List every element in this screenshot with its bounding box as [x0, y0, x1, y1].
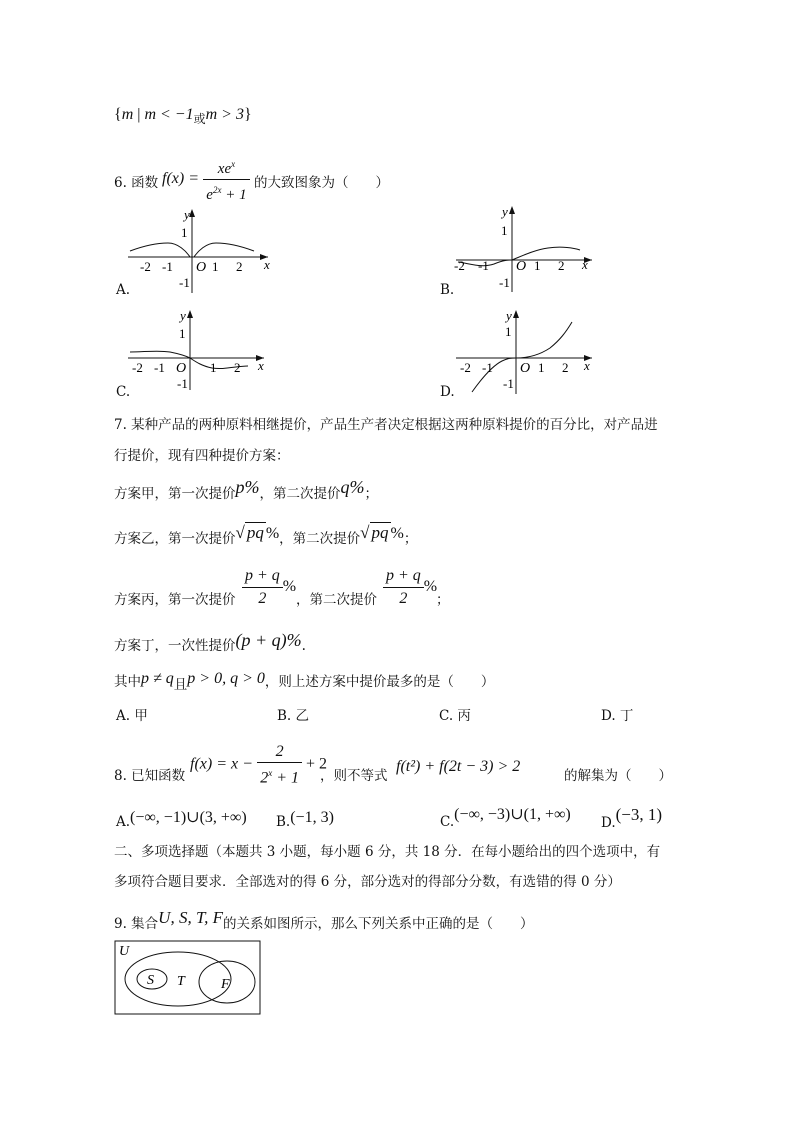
graph-c-tick-xn1: -1 [154, 360, 165, 375]
graph-a-tick-x2: 2 [236, 259, 243, 274]
graph-c-tick-xn2: -2 [132, 360, 143, 375]
q7-stem-line2: 行提价，现有四种提价方案： [114, 448, 290, 464]
q6-number: 6. 函数 [114, 175, 159, 191]
graph-b-tick-xn2: -2 [454, 258, 465, 273]
graph-c-tick-x2: 2 [234, 360, 241, 375]
q7-plan-bing-end: ； [436, 592, 450, 608]
venn-label-u: U [119, 944, 130, 959]
q7-plan-yi: 方案乙，第一次提价√ pq %，第二次提价√ pq %； [114, 523, 418, 547]
q8-choice-a: A.(−∞, −1)∪(3, +∞) [116, 809, 247, 830]
graph-d-x-label: x [584, 358, 590, 373]
graph-c-x-label: x [258, 358, 264, 373]
graph-b-origin: O [516, 259, 527, 274]
graph-c-tick-x1: 1 [210, 360, 217, 375]
graph-d-tick-xn1: -1 [482, 360, 493, 375]
q8-mid: ，则不等式 [320, 768, 388, 784]
q7-choice-b: B. 乙 [277, 708, 310, 724]
graph-a-tick-yn1: -1 [179, 275, 190, 290]
q7-plan-bing-frac1: $\frac{p + q}{2}$ % [242, 565, 296, 610]
graph-c-tick-1: 1 [179, 326, 186, 341]
q8-choice-d: D.(−3, 1) [601, 805, 663, 831]
q6-function: f(x) = $\frac{xe^x}{e^{2x} + 1}$ [162, 154, 250, 205]
graph-a-tick-1: 1 [181, 225, 188, 240]
q9-stem: 9. 集合U, S, T, F的关系如图所示，那么下列关系中正确的是（ ） [114, 908, 534, 932]
graph-d-origin: O [520, 361, 531, 376]
venn-label-t: T [177, 974, 185, 989]
graph-b-tick-yn1: -1 [499, 275, 510, 290]
graph-d-y-label: y [506, 308, 512, 323]
section2-heading-line2: 多项符合题目要求．全部选对的得 6 分，部分选对的得部分分数，有选错的得 0 分） [114, 874, 621, 890]
graph-b-tick-x1: 1 [534, 258, 541, 273]
section2-heading-line1: 二、多项选择题（本题共 3 小题，每小题 6 分，共 18 分．在每小题给出的四个选项中，有 [114, 844, 661, 860]
q7-condition: 其中p ≠ q且p > 0, q > 0，则上述方案中提价最多的是（ ） [114, 670, 495, 693]
q7-plan-bing-frac2: $\frac{p + q}{2}$ % [383, 565, 437, 610]
graph-c-y-label: y [180, 308, 186, 323]
q8-function: f(x) = x − $\frac{2}{2^x + 1}$ + 2 [190, 743, 328, 787]
q8-number: 8. 已知函数 [114, 768, 186, 784]
q7-plan-bing-prefix: 方案丙，第一次提价 [114, 592, 236, 608]
q8-tail: 的解集为（ ） [564, 768, 672, 784]
q6-option-c: C. [116, 384, 131, 400]
q7-stem-line1: 7. 某种产品的两种原料相继提价，产品生产者决定根据这两种原料提价的百分比，对产品进 [114, 417, 658, 433]
q7-choice-a: A. 甲 [116, 708, 148, 724]
venn-diagram [114, 940, 262, 1016]
graph-a-origin: O [196, 260, 207, 275]
q7-choice-d: D. 丁 [601, 708, 634, 724]
q6-option-d: D. [440, 384, 455, 400]
q7-plan-jia: 方案甲，第一次提价p%，第二次提价q%； [114, 477, 378, 502]
graph-a-tick-xn1: -1 [162, 259, 173, 274]
graph-b-tick-x2: 2 [558, 258, 565, 273]
q6-fraction: $\frac{xe^x}{e^{2x} + 1}$ [203, 154, 249, 205]
q7-plan-ding: 方案丁，一次性提价(p + q)%. [114, 630, 306, 654]
q6-tail: 的大致图象为（ ） [254, 175, 389, 191]
graph-d-tick-x2: 2 [562, 360, 569, 375]
graph-b [452, 202, 602, 294]
graph-b-tick-1: 1 [501, 223, 508, 238]
graph-c [124, 306, 274, 392]
q8-choice-c: C.(−∞, −3)∪(1, +∞) [440, 806, 571, 830]
graph-b-tick-xn1: -1 [478, 258, 489, 273]
graph-a-tick-xn2: -2 [140, 259, 151, 274]
q6-option-a: A. [116, 282, 131, 298]
graph-b-x-label: x [582, 257, 588, 272]
graph-d-tick-x1: 1 [538, 360, 545, 375]
q8-inequality: f(t²) + f(2t − 3) > 2 [396, 758, 521, 775]
graph-c-origin: O [176, 361, 187, 376]
graph-a-y-label: y [184, 207, 190, 222]
graph-d-tick-yn1: -1 [503, 376, 514, 391]
venn-label-f: F [221, 977, 230, 992]
q7-plan-bing-mid: ，第二次提价 [296, 592, 377, 608]
graph-d-tick-xn2: -2 [460, 360, 471, 375]
q8-fraction: $\frac{2}{2^x + 1}$ [257, 742, 302, 788]
graph-a-tick-x1: 1 [212, 259, 219, 274]
q6-option-b: B. [440, 282, 455, 298]
q8-choice-b: B.(−1, 3) [276, 809, 334, 830]
graph-d [452, 306, 602, 396]
q7-choice-c: C. 丙 [439, 708, 471, 724]
graph-a [118, 205, 278, 295]
graph-c-tick-yn1: -1 [177, 376, 188, 391]
graph-b-y-label: y [502, 204, 508, 219]
venn-label-s: S [147, 973, 154, 988]
q5-answer-tail: {m | m < −1或m > 3} [114, 106, 252, 126]
graph-d-tick-1: 1 [505, 324, 512, 339]
graph-a-x-label: x [264, 257, 270, 272]
